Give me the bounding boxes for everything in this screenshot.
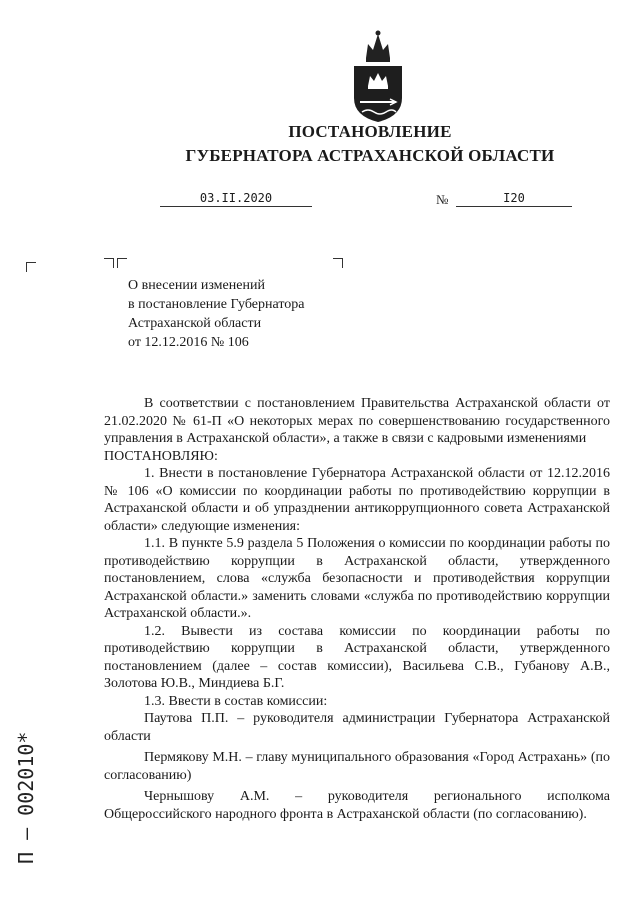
subject-line: О внесении изменений: [128, 278, 265, 293]
commission-member: Чернышову А.М. – руководителя регионального исполкома Общероссийского народного фронта в Астраханской области (по согласованию).: [104, 789, 610, 822]
preamble-paragraph: В соответствии с постановлением Правительства Астраханской области от 21.02.2020 № 61-П «О некоторых мерах по совершенствованию государственного управления в Астраханской области», а также в связи с кадровыми изменениями: [104, 396, 610, 446]
item-1-paragraph: 1. Внести в постановление Губернатора Астраханской области от 12.12.2016 № 106 «О комиссии по координации работы по противодействию коррупции в Астраханской области и об упразднении антикоррупционного совета Астраханской области» следующие изменения:: [104, 466, 610, 534]
number-label: №: [436, 192, 449, 207]
document-body: [104, 395, 610, 823]
corner-mark-subject-left-a: [104, 258, 114, 268]
margin-registration-stamp: П – 002010*: [14, 731, 38, 864]
subject-line: от 12.12.2016 № 106: [128, 335, 249, 350]
decree-word: ПОСТАНОВЛЯЮ:: [104, 448, 218, 464]
item-1-1-paragraph: 1.1. В пункте 5.9 раздела 5 Положения о комиссии по координации работы по противодействию коррупции в Астраханской области, утвержденного постановлением, слова «служба безопасности и противодействия коррупции Астраханской области.» заменить словами «служба по противодействию коррупции Астраханской области.».: [104, 536, 610, 621]
coat-of-arms-emblem: [350, 28, 406, 124]
document-date: 03.II.2020: [160, 190, 312, 207]
corner-mark-subject-left-b: [117, 258, 127, 268]
commission-member: Паутова П.П. – руководителя администрации Губернатора Астраханской области: [104, 711, 610, 744]
item-1-3-paragraph: 1.3. Ввести в состав комиссии:: [144, 693, 328, 709]
corner-mark-subject-right: [333, 258, 343, 268]
subject-line: в постановление Губернатора: [128, 297, 305, 312]
document-title-line2: ГУБЕРНАТОРА АСТРАХАНСКОЙ ОБЛАСТИ: [185, 146, 555, 165]
corner-mark-left: [26, 262, 36, 272]
document-subject: [128, 276, 305, 352]
item-1-2-paragraph: 1.2. Вывести из состава комиссии по координации работы по противодействию коррупции в Астраханской области, утвержденного постановлением (далее – состав комиссии), Васильева С.В., Губанову А.В., Золотова Ю.В., Миндиева Б.Г.: [104, 623, 610, 691]
subject-line: Астраханской области: [128, 316, 262, 331]
commission-member: Пермякову М.Н. – главу муниципального образования «Город Астрахань» (по согласованию): [104, 750, 610, 783]
document-title-line1: ПОСТАНОВЛЕНИЕ: [288, 122, 452, 141]
document-number: I20: [456, 190, 572, 207]
